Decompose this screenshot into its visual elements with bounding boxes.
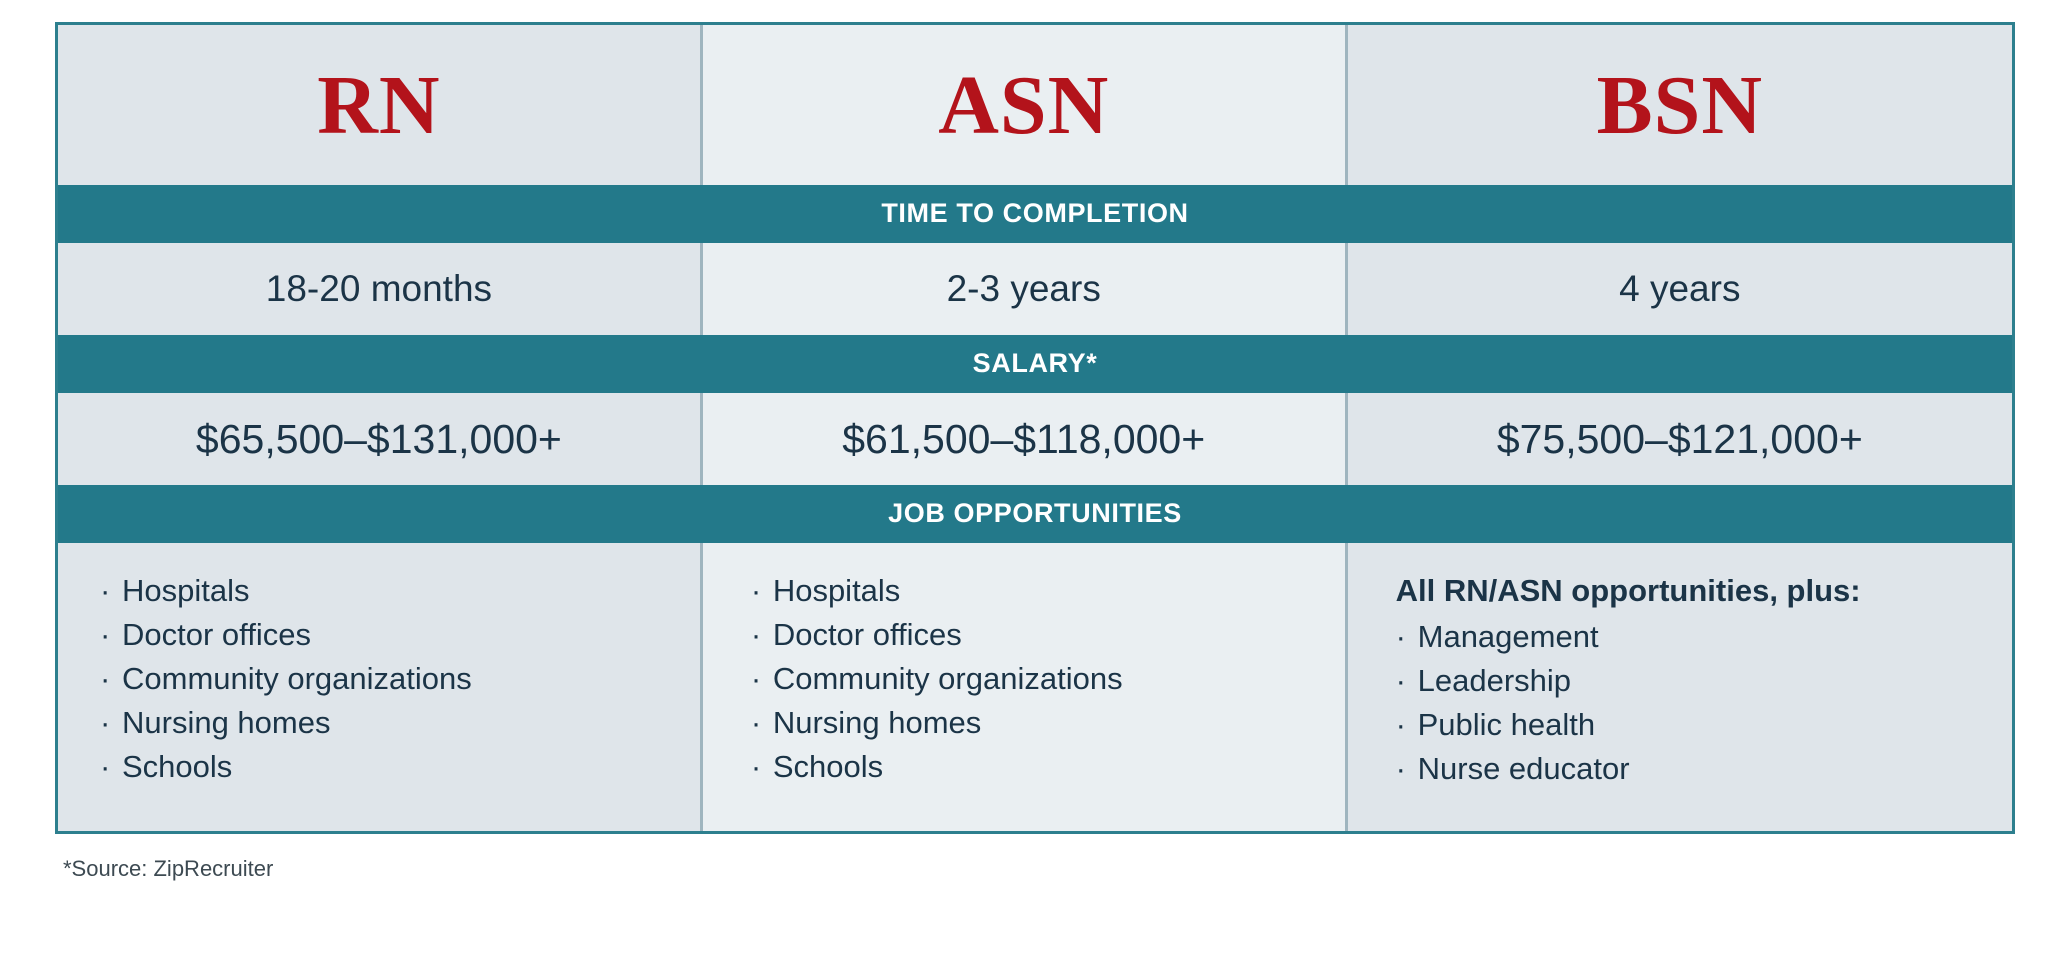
- bullet-icon: ·: [1395, 707, 1406, 743]
- list-item: [100, 613, 666, 657]
- job-list-asn: [751, 569, 1311, 789]
- list-item-label: Doctor offices: [122, 617, 311, 653]
- bullet-icon: ·: [1395, 663, 1406, 699]
- nursing-degree-comparison-table: [55, 22, 2015, 834]
- list-item-label: Management: [1417, 619, 1599, 655]
- column-header-rn: RN: [58, 25, 703, 185]
- column-header-asn: ASN: [703, 25, 1348, 185]
- bullet-icon: ·: [750, 617, 762, 653]
- list-item: [751, 613, 1311, 657]
- list-item-label: Public health: [1417, 707, 1596, 743]
- list-item-label: Nursing homes: [772, 705, 982, 741]
- bullet-icon: ·: [750, 661, 762, 697]
- list-item-label: Hospitals: [772, 573, 901, 608]
- job-list-bsn-intro: All RN/ASN opportunities, plus:: [1395, 573, 1861, 608]
- list-item-label: Schools: [122, 749, 233, 785]
- list-item: [100, 657, 666, 701]
- list-item: [100, 701, 666, 745]
- cell-salary-bsn: $75,500–$121,000+: [1348, 393, 2012, 485]
- bullet-icon: ·: [1395, 751, 1406, 787]
- cell-time-rn: 18-20 months: [58, 243, 703, 335]
- footnote-source: *Source: ZipRecruiter: [63, 856, 274, 882]
- cell-salary-rn: $65,500–$131,000+: [58, 393, 703, 485]
- list-item-label: Community organizations: [122, 661, 472, 697]
- job-list-bsn: [1396, 615, 1978, 791]
- list-item: [751, 701, 1311, 745]
- column-header-bsn: BSN: [1348, 25, 2012, 185]
- bullet-icon: ·: [100, 749, 111, 785]
- bullet-icon: ·: [100, 573, 111, 608]
- table-header-row: [58, 25, 2012, 185]
- list-item: [1396, 615, 1978, 659]
- list-item: [100, 569, 666, 613]
- table-row: [58, 543, 2012, 831]
- section-band-salary: SALARY*: [58, 335, 2012, 393]
- list-item-label: Nurse educator: [1417, 751, 1630, 787]
- cell-jobs-bsn: [1348, 543, 2012, 831]
- list-item: [1396, 703, 1978, 747]
- bullet-icon: ·: [750, 749, 762, 785]
- section-band-time-to-completion: TIME TO COMPLETION: [58, 185, 2012, 243]
- bullet-icon: ·: [750, 705, 762, 741]
- list-item-label: Schools: [772, 749, 884, 785]
- bullet-icon: ·: [1395, 619, 1406, 655]
- list-item-label: Leadership: [1417, 663, 1572, 699]
- bullet-icon: ·: [100, 705, 111, 741]
- cell-time-bsn: 4 years: [1348, 243, 2012, 335]
- table-row: [58, 243, 2012, 335]
- cell-jobs-rn: [58, 543, 703, 831]
- list-item-label: Hospitals: [122, 573, 250, 608]
- list-item-label: Nursing homes: [122, 705, 331, 741]
- list-item-label: Community organizations: [772, 661, 1123, 697]
- section-band-job-opportunities: JOB OPPORTUNITIES: [58, 485, 2012, 543]
- job-list-rn: [100, 569, 666, 789]
- list-item: [1396, 747, 1978, 791]
- table-row: [58, 393, 2012, 485]
- list-item-label: Doctor offices: [772, 617, 962, 653]
- list-item: [751, 569, 1311, 613]
- list-item: [1396, 659, 1978, 703]
- list-item: [100, 745, 666, 789]
- list-item: [751, 745, 1311, 789]
- list-item: [751, 657, 1311, 701]
- bullet-icon: ·: [100, 661, 111, 697]
- cell-salary-asn: $61,500–$118,000+: [703, 393, 1348, 485]
- cell-jobs-asn: [703, 543, 1348, 831]
- cell-time-asn: 2-3 years: [703, 243, 1348, 335]
- bullet-icon: ·: [750, 573, 762, 608]
- bullet-icon: ·: [100, 617, 111, 653]
